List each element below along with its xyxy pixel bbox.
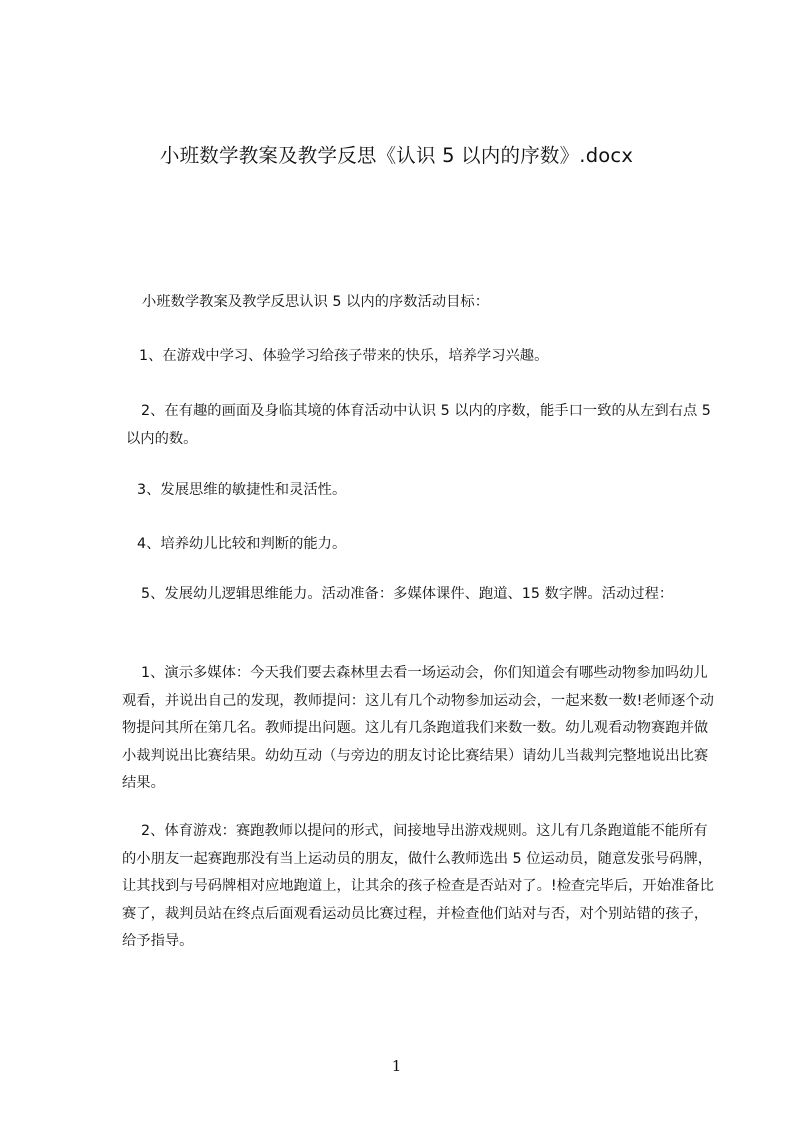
paragraph-process-1: 1、演示多媒体：今天我们要去森林里去看一场运动会，你们知道会有哪些动物参加吗幼儿观看，并说出自己的发现，教师提问：这儿有几个动物参加运动会，一起来数一数!老师逐个动物提问其所在第几名。教师提出问题。这儿有几条跑道我们来数一数。幼儿观看动物赛跑并做小裁判说出比赛结果。幼幼互动（与旁边的朋友讨论比赛结果）请幼儿当裁判完整地说出比赛结果。 [122,665,714,791]
paragraph-process-2: 2、体育游戏：赛跑教师以提问的形式，间接地导出游戏规则。这儿有几条跑道能不能所有的小朋友一起赛跑那没有当上运动员的朋友，做什么教师选出 5 位运动员，随意发张号码牌，让其找到与号码牌相对应地跑道上，让其余的孩子检查是否站对了。!检查完毕后，开始准备比赛了，裁判员站在终点后面观看运动员比赛过程，并检查他们站对与否，对个别站错的孩子，给予指导。 [122,823,714,949]
paragraph-goal-2: 2、在有趣的画面及身临其境的体育活动中认识 5 以内的序数，能手口一致的从左到右点 5 以内的数。 [126,403,711,447]
page-number: 1 [391,1057,402,1075]
document-title: 小班数学教案及教学反思《认识 5 以内的序数》.docx [159,144,634,167]
paragraph-goal-1: 1、在游戏中学习、体验学习给孩子带来的快乐，培养学习兴趣。 [139,348,549,364]
paragraph-goal-5: 5、发展幼儿逻辑思维能力。活动准备：多媒体课件、跑道、15 数字牌。活动过程： [141,586,674,602]
paragraph-goal-3: 3、发展思维的敏捷性和灵活性。 [137,482,347,498]
paragraph-intro: 小班数学教案及教学反思认识 5 以内的序数活动目标： [142,294,490,310]
paragraph-goal-4: 4、培养幼儿比较和判断的能力。 [137,536,347,552]
